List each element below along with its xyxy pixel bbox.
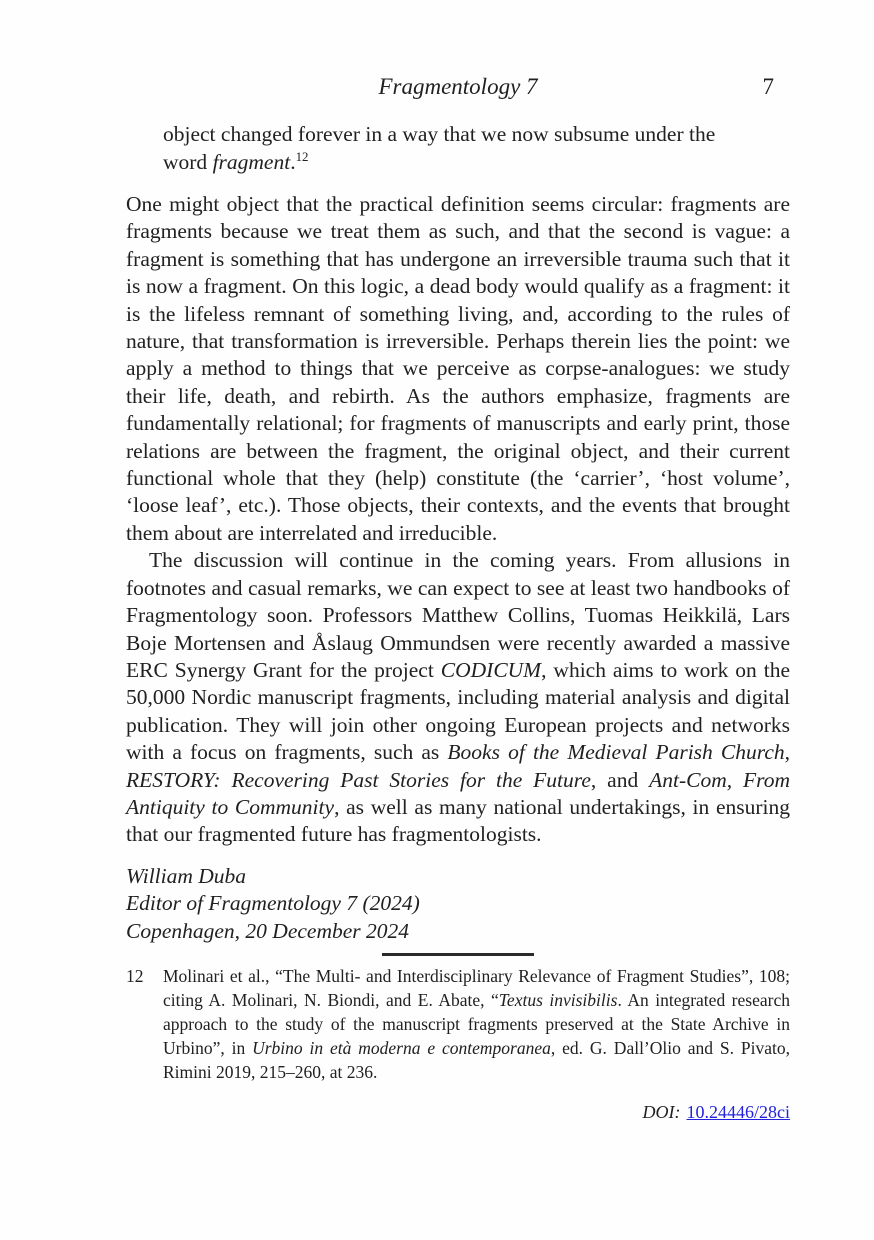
signature-block (126, 863, 790, 946)
doi-label: DOI: (642, 1102, 681, 1123)
page-number: 7 (762, 74, 774, 99)
paragraph-2: The discussion will continue in the coming years. From allusions in footnotes and casual remarks, we can expect to see at least two handbooks of Fragmentology soon. Professors Matthew Collins, Tuomas Heikkilä, Lars Boje Mortensen and Åslaug Ommundsen were recently awarded a massive ERC Synergy Grant for the project CODICUM, which aims to work on the 50,000 Nordic manuscript fragments, including material analysis and digital publication. They will join other ongoing European projects and networks with a focus on fragments, such as Books of the Medieval Parish Church, RESTORY: Recovering Past Stories for the Future, and Ant-Com, From Antiquity to Community, as well as many national undertakings, in ensuring that our fragmented future has fragmentologists. (126, 548, 791, 847)
signature-role: Editor of Fragmentology 7 (2024) (126, 891, 420, 916)
doi-line (126, 1100, 790, 1124)
footnote-separator-rule (382, 953, 534, 956)
footnote-12 (126, 964, 790, 1084)
journal-title: Fragmentology 7 (378, 74, 538, 99)
signature-name: William Duba (126, 863, 247, 888)
body-text (126, 191, 790, 849)
page-content (126, 72, 790, 1124)
block-quote: object changed forever in a way that we now subsume under the word fragment.$^{12}$ (163, 122, 716, 174)
paragraph-1: One might object that the practical definition seems circular: fragments are fragments because we treat them as such, and that the second is vague: a fragment is something that has undergone an irreversible trauma such that it is now a fragment. On this logic, a dead body would qualify as a fragment: it is the lifeless remnant of something living, and, according to the rules of nature, that transformation is irreversible. Perhaps therein lies the point: we apply a method to things that we perceive as corpse-analogues: we study their life, death, and rebirth. As the authors emphasize, fragments are fundamentally relational; for fragments of manuscripts and early print, those relations are between the fragment, the original object, and their current functional whole that they (help) constitute (the ‘carrier’, ‘host volume’, ‘loose leaf’, etc.). Those objects, their contexts, and the events that brought them about are interrelated and irreducible. (126, 192, 790, 545)
signature-place-date: Copenhagen, 20 December 2024 (126, 918, 410, 943)
footnote-number: 12 (126, 966, 144, 987)
doi-link[interactable]: 10.24446/28ci (686, 1102, 790, 1123)
running-head (126, 72, 790, 102)
footnote-text: Molinari et al., “The Multi- and Interdisciplinary Relevance of Fragment Studies”, 108; citing A. Molinari, N. Biondi, and E. Abate, “Textus invisibilis. An integrated research approach to the study of the manuscript fragments preserved at the State Archive in Urbino”, in Urbino in età moderna e contemporanea, ed. G. Dall’Olio and S. Pivato, Rimini 2019, 215–260, at 236. (163, 966, 790, 1083)
